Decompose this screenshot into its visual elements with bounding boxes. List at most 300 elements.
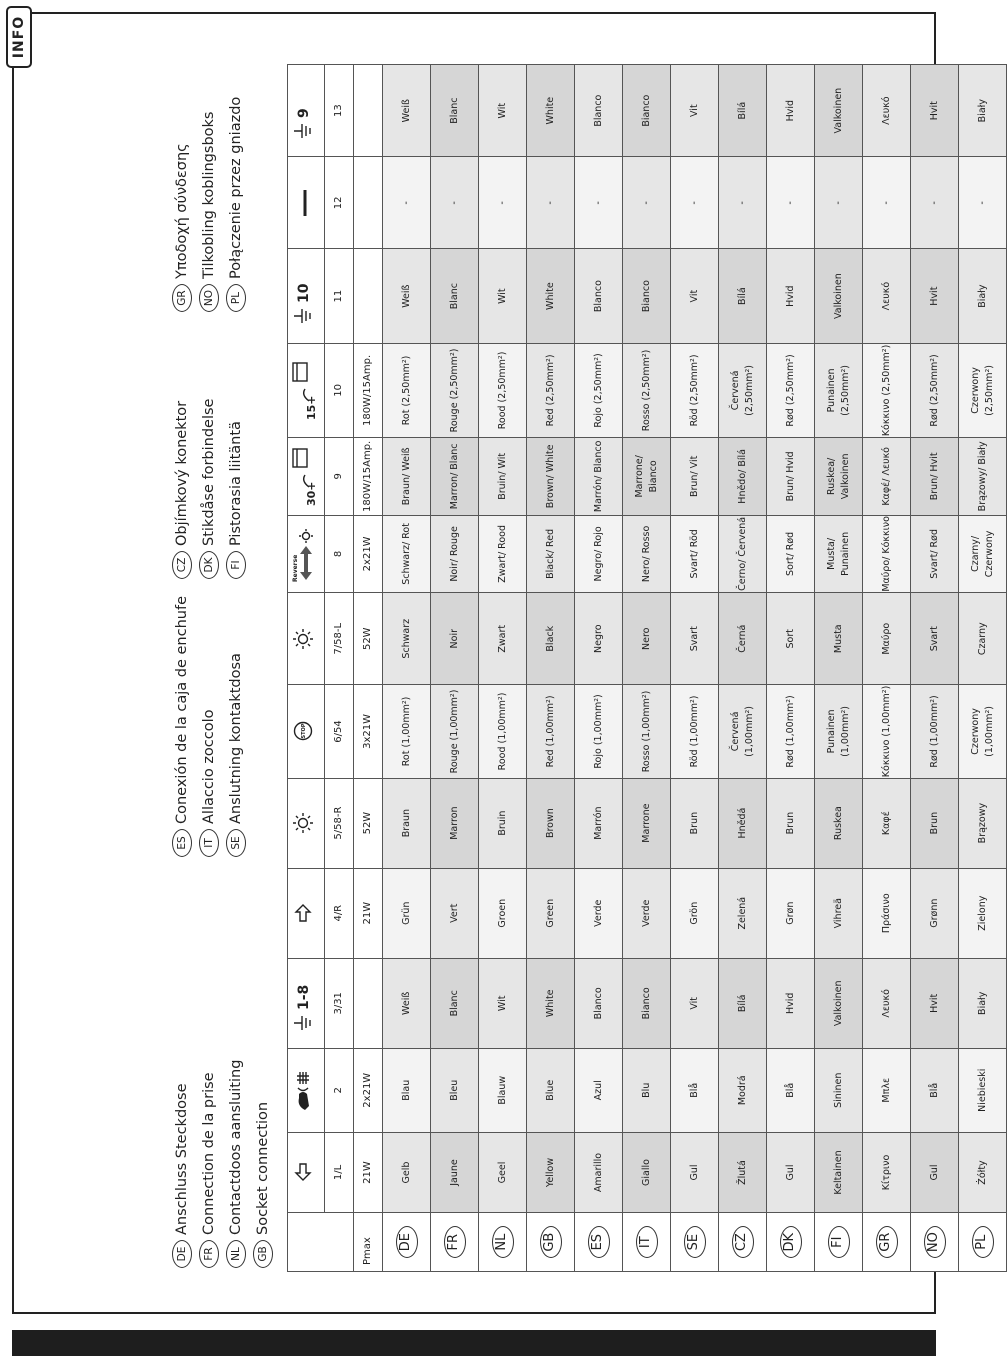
- table-cell: Καφέ: [863, 778, 911, 868]
- legend-column: [168, 97, 249, 312]
- country-cell: [815, 1213, 863, 1272]
- legend-text: Tilkobling koblingsboks: [200, 111, 217, 279]
- table-cell: Schwarz/ Rot: [383, 515, 431, 593]
- table-cell: Rød (2,50mm²): [767, 343, 815, 437]
- table-cell: -: [863, 157, 911, 249]
- legend-column: [168, 399, 249, 579]
- table-cell: Červená (2,50mm²): [719, 343, 767, 437]
- table-cell: Bianco: [623, 65, 671, 157]
- table-row-it: [623, 65, 671, 1272]
- table-cell: Μαύρο: [863, 593, 911, 685]
- table-cell: Blu: [623, 1048, 671, 1132]
- table-cell: Brun: [767, 778, 815, 868]
- country-code-badge: DK: [199, 551, 219, 579]
- table-cell: Weiß: [383, 249, 431, 343]
- table-cell: Żółty: [959, 1132, 1007, 1213]
- legend-item-fi: [222, 399, 249, 579]
- table-cell: Hnědá: [719, 778, 767, 868]
- pin-number: 3/31: [325, 958, 354, 1048]
- table-cell: White: [527, 958, 575, 1048]
- footer-bar: [12, 1330, 936, 1356]
- table-cell: Rood (1,00mm²): [479, 685, 527, 778]
- table-row-pl: [959, 65, 1007, 1272]
- svg-text:10: 10: [295, 283, 312, 304]
- table-cell: Marrón: [575, 778, 623, 868]
- table-cell: -: [383, 157, 431, 249]
- country-cell: [719, 1213, 767, 1272]
- table-cell: Marrón/ Blanco: [575, 438, 623, 516]
- pin-number: 1/L: [325, 1132, 354, 1213]
- pmax-value: 180W/15Amp.: [354, 343, 383, 437]
- info-tag: [6, 6, 32, 68]
- country-code-badge: CZ: [732, 1226, 754, 1258]
- table-cell: Musta/ Punainen: [815, 515, 863, 593]
- table-cell: Κίτρινο: [863, 1132, 911, 1213]
- table-cell: Rojo (2,50mm²): [575, 343, 623, 437]
- country-code-badge: IT: [199, 829, 219, 857]
- table-cell: Blau: [383, 1048, 431, 1132]
- table-cell: Gelb: [383, 1132, 431, 1213]
- pin-number: 13: [325, 65, 354, 157]
- table-cell: Noir: [431, 593, 479, 685]
- table-cell: Rood (2,50mm²): [479, 343, 527, 437]
- table-cell: Yellow: [527, 1132, 575, 1213]
- svg-text:1-8: 1-8: [295, 985, 312, 1011]
- table-row-dk: [767, 65, 815, 1272]
- country-code-badge: FI: [226, 551, 246, 579]
- table-cell: White: [527, 249, 575, 343]
- table-cell: Czarny/ Czerwony: [959, 515, 1007, 593]
- country-code-badge: NO: [924, 1226, 946, 1258]
- table-cell: Blanc: [431, 249, 479, 343]
- column-icon-9: [288, 438, 325, 516]
- table-cell: Καφέ/ Λευκό: [863, 438, 911, 516]
- table-cell: Rouge (2,50mm²): [431, 343, 479, 437]
- table-cell: Modrá: [719, 1048, 767, 1132]
- table-cell: Weiß: [383, 958, 431, 1048]
- table-cell: Czarny: [959, 593, 1007, 685]
- table-cell: -: [815, 157, 863, 249]
- pin-number: 11: [325, 249, 354, 343]
- table-cell: Marrone/ Bianco: [623, 438, 671, 516]
- tail-light-left-icon: [292, 628, 314, 650]
- country-cell: [383, 1213, 431, 1272]
- legend-item-es: [168, 596, 195, 857]
- table-cell: Zwart: [479, 593, 527, 685]
- country-cell: [527, 1213, 575, 1272]
- table-cell: Bleu: [431, 1048, 479, 1132]
- table-cell: Blanco: [575, 958, 623, 1048]
- table-cell: Nero: [623, 593, 671, 685]
- legend-text: Connection de la prise: [200, 1072, 217, 1235]
- table-row-nl: [479, 65, 527, 1272]
- table-cell: Marron: [431, 778, 479, 868]
- legend-text: Allaccio zoccolo: [200, 709, 217, 824]
- table-cell: Blå: [671, 1048, 719, 1132]
- legend-item-de: [168, 1060, 195, 1268]
- table-cell: Sort: [767, 593, 815, 685]
- legend-text: Stikdåse forbindelse: [200, 398, 217, 546]
- pmax-value: 180W/15Amp.: [354, 438, 383, 516]
- table-cell: Röd (1,00mm²): [671, 685, 719, 778]
- country-code-badge: GB: [540, 1226, 562, 1258]
- table-cell: Azul: [575, 1048, 623, 1132]
- legend-text: Objímkový konektor: [173, 400, 190, 546]
- table-cell: Brun/ Hvit: [911, 438, 959, 516]
- table-cell: Jaune: [431, 1132, 479, 1213]
- country-code-badge: CZ: [172, 551, 192, 579]
- ground-9-icon: [292, 82, 314, 140]
- legend-text: Pistorasia liitäntä: [227, 421, 244, 546]
- country-code-badge: GB: [253, 1240, 273, 1268]
- country-code-badge: FI: [828, 1226, 850, 1258]
- country-code-badge: ES: [172, 829, 192, 857]
- table-cell: -: [959, 157, 1007, 249]
- table-row-de: [383, 65, 431, 1272]
- table-cell: -: [575, 157, 623, 249]
- table-cell: Λευκό: [863, 958, 911, 1048]
- pmax-value: 52W: [354, 778, 383, 868]
- country-cell: [863, 1213, 911, 1272]
- table-cell: Vit: [671, 249, 719, 343]
- table-cell: -: [479, 157, 527, 249]
- table-cell: Blanco: [575, 249, 623, 343]
- table-cell: Červená (1,00mm²): [719, 685, 767, 778]
- column-icon-4: [288, 868, 325, 958]
- table-cell: Röd (2,50mm²): [671, 343, 719, 437]
- svg-text:Reverse: Reverse: [291, 554, 299, 582]
- table-cell: Brązowy/ Biały: [959, 438, 1007, 516]
- country-code-badge: FR: [199, 1240, 219, 1268]
- stop-light-icon: [292, 720, 314, 742]
- table-cell: Negro: [575, 593, 623, 685]
- table-cell: Weiß: [383, 65, 431, 157]
- svg-text:15+: 15+: [304, 395, 318, 421]
- table-cell: Gul: [911, 1132, 959, 1213]
- table-cell: -: [623, 157, 671, 249]
- table-cell: Sort/ Rød: [767, 515, 815, 593]
- table-cell: Biały: [959, 958, 1007, 1048]
- column-icon-10: [288, 343, 325, 437]
- pin-number: 12: [325, 157, 354, 249]
- wiring-table: [287, 64, 1007, 1272]
- table-cell: Marrone: [623, 778, 671, 868]
- table-cell: Vit: [671, 958, 719, 1048]
- table-cell: Hvid: [767, 958, 815, 1048]
- table-row-fi: [815, 65, 863, 1272]
- pin-number: 7/58-L: [325, 593, 354, 685]
- table-cell: Brown/ White: [527, 438, 575, 516]
- legend-text: Υποδοχή σύνδεσης: [173, 143, 190, 279]
- table-cell: Λευκό: [863, 249, 911, 343]
- table-cell: Noir/ Rouge: [431, 515, 479, 593]
- table-cell: Zwart/ Rood: [479, 515, 527, 593]
- legend-text: Socket connection: [254, 1101, 271, 1235]
- left-turn-arrow-icon: [294, 1163, 312, 1183]
- legend: [164, 64, 279, 1272]
- table-cell: Marron/ Blanc: [431, 438, 479, 516]
- table-cell: Hvid: [767, 65, 815, 157]
- ground-10-icon: [292, 267, 314, 325]
- table-cell: Wit: [479, 958, 527, 1048]
- column-icon-8: [288, 515, 325, 593]
- table-cell: Punainen (1,00mm²): [815, 685, 863, 778]
- table-cell: -: [431, 157, 479, 249]
- country-cell: [959, 1213, 1007, 1272]
- table-cell: Brun/ Vit: [671, 438, 719, 516]
- table-cell: Negro/ Rojo: [575, 515, 623, 593]
- legend-item-pl: [222, 97, 249, 312]
- legend-text: Anslutning kontaktdosa: [227, 653, 244, 824]
- country-code-badge: PL: [226, 284, 246, 312]
- pmax-value: 3x21W: [354, 685, 383, 778]
- legend-text: Contactdoos aansluiting: [227, 1059, 244, 1235]
- country-cell: [623, 1213, 671, 1272]
- table-cell: Sininen: [815, 1048, 863, 1132]
- fridge-30-icon: [289, 445, 317, 507]
- table-cell: Gul: [767, 1132, 815, 1213]
- country-code-badge: DK: [780, 1226, 802, 1258]
- country-code-badge: SE: [226, 829, 246, 857]
- table-cell: -: [911, 157, 959, 249]
- reverse-light-icon: [290, 524, 316, 584]
- country-code-badge: IT: [636, 1226, 658, 1258]
- table-cell: Grøn: [767, 868, 815, 958]
- svg-text:9: 9: [295, 107, 312, 118]
- country-cell: [479, 1213, 527, 1272]
- pmax-label: Pmax: [354, 1213, 383, 1272]
- pmax-value: [354, 958, 383, 1048]
- table-cell: Hvit: [911, 249, 959, 343]
- column-icon-5: [288, 778, 325, 868]
- table-cell: Rot (2,50mm²): [383, 343, 431, 437]
- table-cell: Valkoinen: [815, 249, 863, 343]
- country-code-badge: PL: [972, 1226, 994, 1258]
- table-cell: Černo/ Červená: [719, 515, 767, 593]
- table-cell: Bruin/ Wit: [479, 438, 527, 516]
- legend-item-dk: [195, 399, 222, 579]
- table-cell: Grün: [383, 868, 431, 958]
- table-cell: Blue: [527, 1048, 575, 1132]
- table-cell: Brązowy: [959, 778, 1007, 868]
- table-row-gr: [863, 65, 911, 1272]
- legend-item-cz: [168, 399, 195, 579]
- table-cell: Nero/ Rosso: [623, 515, 671, 593]
- table-cell: Braun/ Weiß: [383, 438, 431, 516]
- country-code-badge: GR: [876, 1226, 898, 1258]
- country-code-badge: NL: [226, 1240, 246, 1268]
- table-cell: Black/ Red: [527, 515, 575, 593]
- table-cell: Blanc: [431, 65, 479, 157]
- svg-text:STOP: STOP: [300, 723, 307, 739]
- table-cell: Keltainen: [815, 1132, 863, 1213]
- country-code-badge: DE: [172, 1240, 192, 1268]
- table-cell: Κόκκινο (1,00mm²): [863, 685, 911, 778]
- country-code-badge: ES: [588, 1226, 610, 1258]
- rotated-content: [164, 64, 995, 1272]
- table-cell: Geel: [479, 1132, 527, 1213]
- table-cell: Blanc: [431, 958, 479, 1048]
- table-cell: Μαύρο/ Κόκκινο: [863, 515, 911, 593]
- pin-number: 5/58-R: [325, 778, 354, 868]
- column-icon-11: [288, 249, 325, 343]
- spare-line-icon: [299, 188, 311, 218]
- table-cell: Brun: [911, 778, 959, 868]
- legend-item-it: [195, 596, 222, 857]
- table-cell: Verde: [623, 868, 671, 958]
- column-icon-13: [288, 65, 325, 157]
- table-cell: Grønn: [911, 868, 959, 958]
- country-cell: [431, 1213, 479, 1272]
- table-cell: Bruin: [479, 778, 527, 868]
- pmax-value: 2x21W: [354, 1048, 383, 1132]
- table-cell: Μπλε: [863, 1048, 911, 1132]
- table-cell: Černá: [719, 593, 767, 685]
- table-row-se: [671, 65, 719, 1272]
- table-cell: Vihreä: [815, 868, 863, 958]
- table-cell: Blanco: [575, 65, 623, 157]
- table-cell: Bianco: [623, 958, 671, 1048]
- table-cell: Czerwony (2,50mm²): [959, 343, 1007, 437]
- table-row-fr: [431, 65, 479, 1272]
- legend-column: [168, 596, 249, 857]
- ground-1-8-icon: [292, 974, 314, 1032]
- legend-item-no: [195, 97, 222, 312]
- legend-item-gb: [249, 1060, 276, 1268]
- table-cell: Punainen (2,50mm²): [815, 343, 863, 437]
- pin-number: 4/R: [325, 868, 354, 958]
- table-cell: Ruskea: [815, 778, 863, 868]
- country-code-badge: NL: [492, 1226, 514, 1258]
- table-cell: Blauw: [479, 1048, 527, 1132]
- table-cell: Black: [527, 593, 575, 685]
- pmax-value: [354, 157, 383, 249]
- table-cell: -: [527, 157, 575, 249]
- pin-number: 9: [325, 438, 354, 516]
- table-cell: Κόκκινο (2,50mm²): [863, 343, 911, 437]
- table-cell: Green: [527, 868, 575, 958]
- pin-number: 8: [325, 515, 354, 593]
- pin-number: 10: [325, 343, 354, 437]
- table-cell: Groen: [479, 868, 527, 958]
- pmax-value: 21W: [354, 868, 383, 958]
- pin-number: 2: [325, 1048, 354, 1132]
- table-cell: Svart: [911, 593, 959, 685]
- din-iso-header: DIN/ISO 11446: [288, 1213, 354, 1272]
- table-cell: Bílá: [719, 249, 767, 343]
- table-cell: Blå: [767, 1048, 815, 1132]
- table-cell: Πράσινο: [863, 868, 911, 958]
- table-cell: Hvit: [911, 958, 959, 1048]
- table-cell: Schwarz: [383, 593, 431, 685]
- table-cell: Gul: [671, 1132, 719, 1213]
- table-cell: Giallo: [623, 1132, 671, 1213]
- table-cell: Hvit: [911, 65, 959, 157]
- column-icon-2: [288, 1048, 325, 1132]
- table-cell: Rouge (1,00mm²): [431, 685, 479, 778]
- table-cell: Braun: [383, 778, 431, 868]
- legend-text: Conexión de la caja de enchufe: [173, 596, 190, 824]
- legend-item-se: [222, 596, 249, 857]
- table-cell: Rød (1,00mm²): [767, 685, 815, 778]
- table-cell: Amarillo: [575, 1132, 623, 1213]
- table-cell: Grön: [671, 868, 719, 958]
- table-cell: Rojo (1,00mm²): [575, 685, 623, 778]
- table-cell: Red (1,00mm²): [527, 685, 575, 778]
- right-turn-arrow-icon: [294, 903, 312, 923]
- table-cell: Niebieski: [959, 1048, 1007, 1132]
- table-row-es: [575, 65, 623, 1272]
- country-code-badge: FR: [444, 1226, 466, 1258]
- column-icon-6: [288, 685, 325, 778]
- column-icon-7: [288, 593, 325, 685]
- legend-text: Połączenie przez gniazdo: [227, 96, 244, 279]
- fog-light-icon: [293, 1068, 313, 1112]
- table-cell: Svart/ Röd: [671, 515, 719, 593]
- country-cell: [575, 1213, 623, 1272]
- country-cell: [767, 1213, 815, 1272]
- pmax-value: 2x21W: [354, 515, 383, 593]
- table-cell: Blå: [911, 1048, 959, 1132]
- table-cell: Svart/ Rød: [911, 515, 959, 593]
- country-code-badge: DE: [396, 1226, 418, 1258]
- table-cell: Brown: [527, 778, 575, 868]
- table-cell: Bianco: [623, 249, 671, 343]
- table-cell: Rot (1,00mm²): [383, 685, 431, 778]
- legend-column: [168, 1060, 276, 1268]
- table-cell: Czerwony (1,00mm²): [959, 685, 1007, 778]
- table-cell: Žlutá: [719, 1132, 767, 1213]
- table-cell: Red (2,50mm²): [527, 343, 575, 437]
- pmax-value: 21W: [354, 1132, 383, 1213]
- table-cell: -: [719, 157, 767, 249]
- table-cell: Valkoinen: [815, 958, 863, 1048]
- pin-number: 6/54: [325, 685, 354, 778]
- pmax-value: [354, 65, 383, 157]
- table-cell: Rosso (1,00mm²): [623, 685, 671, 778]
- table-row-no: [911, 65, 959, 1272]
- fridge-15-icon: [289, 359, 317, 421]
- pmax-value: [354, 249, 383, 343]
- column-icon-1: [288, 1132, 325, 1213]
- table-cell: Hnědo/ Bílá: [719, 438, 767, 516]
- table-cell: Biały: [959, 65, 1007, 157]
- table-cell: Zelená: [719, 868, 767, 958]
- country-code-badge: SE: [684, 1226, 706, 1258]
- table-cell: Λευκό: [863, 65, 911, 157]
- table-row-gb: [527, 65, 575, 1272]
- table-cell: -: [767, 157, 815, 249]
- legend-item-nl: [222, 1060, 249, 1268]
- table-cell: Bílá: [719, 958, 767, 1048]
- table-cell: Hvid: [767, 249, 815, 343]
- column-icon-3: [288, 958, 325, 1048]
- country-cell: [911, 1213, 959, 1272]
- country-cell: [671, 1213, 719, 1272]
- table-cell: Rosso (2,50mm²): [623, 343, 671, 437]
- legend-item-fr: [195, 1060, 222, 1268]
- table-cell: Biały: [959, 249, 1007, 343]
- table-cell: Musta: [815, 593, 863, 685]
- country-code-badge: GR: [172, 284, 192, 312]
- legend-item-gr: [168, 97, 195, 312]
- table-cell: Wit: [479, 249, 527, 343]
- table-cell: Zielony: [959, 868, 1007, 958]
- table-cell: -: [671, 157, 719, 249]
- table-cell: Svart: [671, 593, 719, 685]
- tail-light-right-icon: [292, 812, 314, 834]
- country-code-badge: NO: [199, 284, 219, 312]
